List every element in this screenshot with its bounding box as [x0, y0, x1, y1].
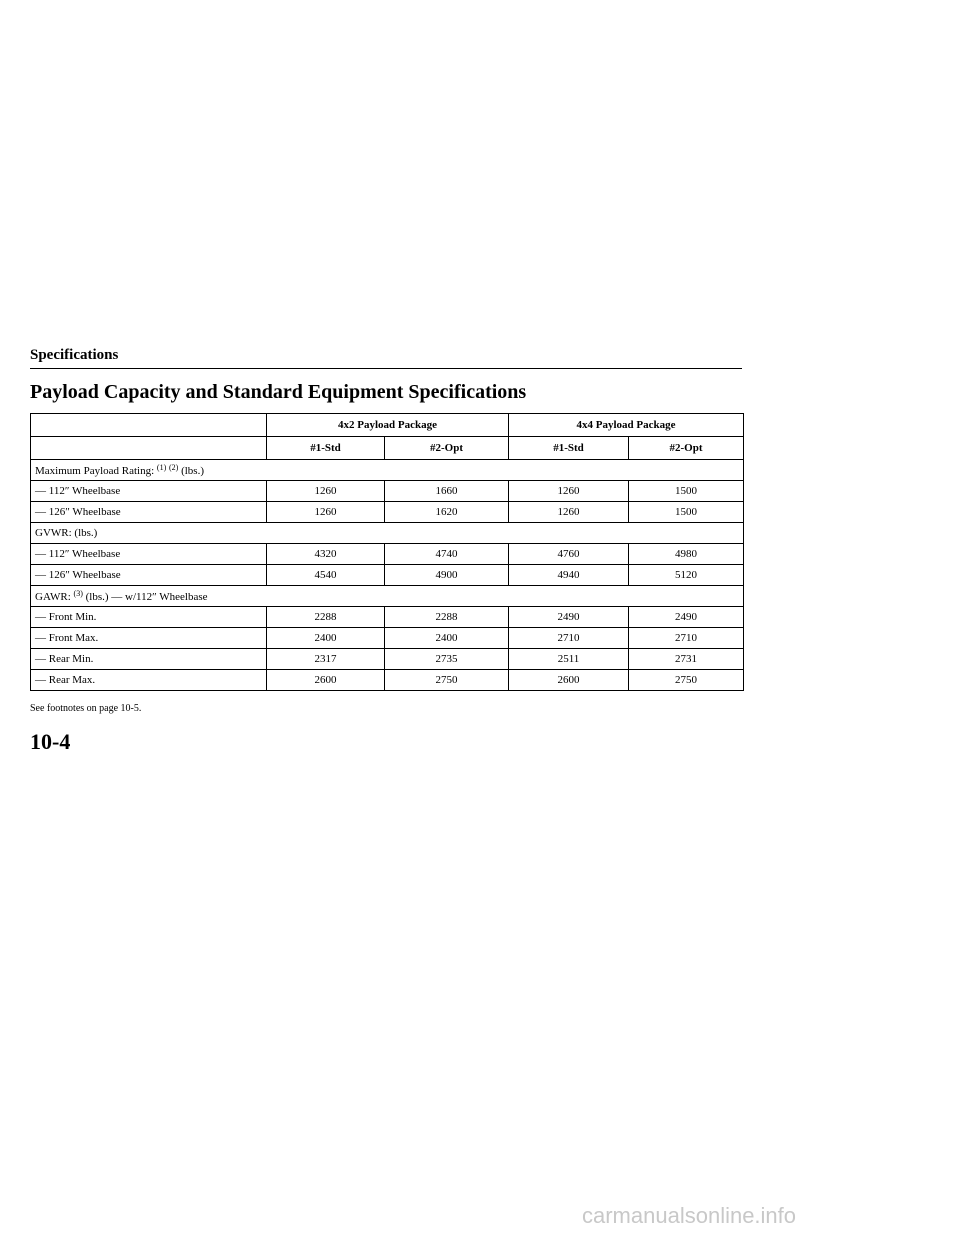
table-cell: 4900 [385, 565, 509, 586]
table-cell: 2731 [629, 649, 744, 670]
watermark-text: carmanualsonline.info [582, 1203, 797, 1228]
table-row [31, 544, 744, 565]
table-cell: 2317 [267, 649, 385, 670]
payload-spec-table [30, 413, 744, 691]
table-cell: 1500 [629, 481, 744, 502]
table-cell: 2750 [629, 670, 744, 691]
table-cell: 4540 [267, 565, 385, 586]
table-cell: 4940 [509, 565, 629, 586]
group-row-gvwr [31, 523, 744, 544]
table-cell: 2400 [267, 628, 385, 649]
page-number: 10-4 [30, 729, 71, 754]
header-4x4-package: 4x4 Payload Package [509, 414, 744, 437]
row-label: — Front Max. [31, 628, 267, 649]
table-cell: 1500 [629, 502, 744, 523]
sub-header: #1-Std [267, 437, 385, 460]
table-cell: 2511 [509, 649, 629, 670]
row-label: — 112″ Wheelbase [31, 544, 267, 565]
sub-header: #2-Opt [629, 437, 744, 460]
table-row [31, 628, 744, 649]
row-label: — 126″ Wheelbase [31, 565, 267, 586]
row-label: — Rear Max. [31, 670, 267, 691]
table-row [31, 502, 744, 523]
table-cell: 4760 [509, 544, 629, 565]
table-cell: 4740 [385, 544, 509, 565]
sub-header: #2-Opt [385, 437, 509, 460]
table-cell: 1260 [509, 502, 629, 523]
table-row [31, 670, 744, 691]
footnote-ref: (2) [169, 463, 179, 472]
table-cell: 2288 [385, 607, 509, 628]
header-4x2-package: 4x2 Payload Package [267, 414, 509, 437]
footnote-ref: (3) [73, 589, 83, 598]
table-cell: 1620 [385, 502, 509, 523]
group-row-max-payload [31, 460, 744, 481]
table-sub-header-row [31, 437, 744, 460]
table-row [31, 481, 744, 502]
section-header: Specifications [30, 347, 119, 363]
table-cell: 2710 [629, 628, 744, 649]
table-cell: 2490 [509, 607, 629, 628]
row-label: — Front Min. [31, 607, 267, 628]
group-row-gawr [31, 586, 744, 607]
gawr-label: GAWR: [35, 591, 71, 603]
table-cell: 4320 [267, 544, 385, 565]
page-title: Payload Capacity and Standard Equipment Specifications [30, 381, 527, 403]
group-label: GVWR: (lbs.) [31, 523, 744, 544]
table-corner-cell [31, 437, 267, 460]
table-cell: 2735 [385, 649, 509, 670]
group-label [31, 586, 744, 607]
table-cell: 1660 [385, 481, 509, 502]
table-cell: 2400 [385, 628, 509, 649]
row-label: — 112″ Wheelbase [31, 481, 267, 502]
table-corner-cell [31, 414, 267, 437]
table-cell: 1260 [267, 502, 385, 523]
sub-header: #1-Std [509, 437, 629, 460]
table-cell: 1260 [509, 481, 629, 502]
header-rule [30, 368, 742, 369]
table-cell: 2490 [629, 607, 744, 628]
group-label [31, 460, 744, 481]
table-row [31, 607, 744, 628]
table-cell: 2750 [385, 670, 509, 691]
table-cell: 2600 [267, 670, 385, 691]
table-cell: 2288 [267, 607, 385, 628]
table-cell: 4980 [629, 544, 744, 565]
table-cell: 2710 [509, 628, 629, 649]
table-row [31, 565, 744, 586]
unit-label: (lbs.) — w/112″ Wheelbase [85, 591, 208, 603]
table-row [31, 649, 744, 670]
table-cell: 1260 [267, 481, 385, 502]
unit-label: (lbs.) [181, 465, 204, 477]
table-cell: 2600 [509, 670, 629, 691]
footnote-ref: (1) [156, 463, 167, 472]
table-group-header-row [31, 414, 744, 437]
row-label: — 126″ Wheelbase [31, 502, 267, 523]
footnote-reference: See footnotes on page 10-5. [30, 703, 142, 714]
table-cell: 5120 [629, 565, 744, 586]
row-label: — Rear Min. [31, 649, 267, 670]
max-payload-label: Maximum Payload Rating: [35, 465, 155, 477]
